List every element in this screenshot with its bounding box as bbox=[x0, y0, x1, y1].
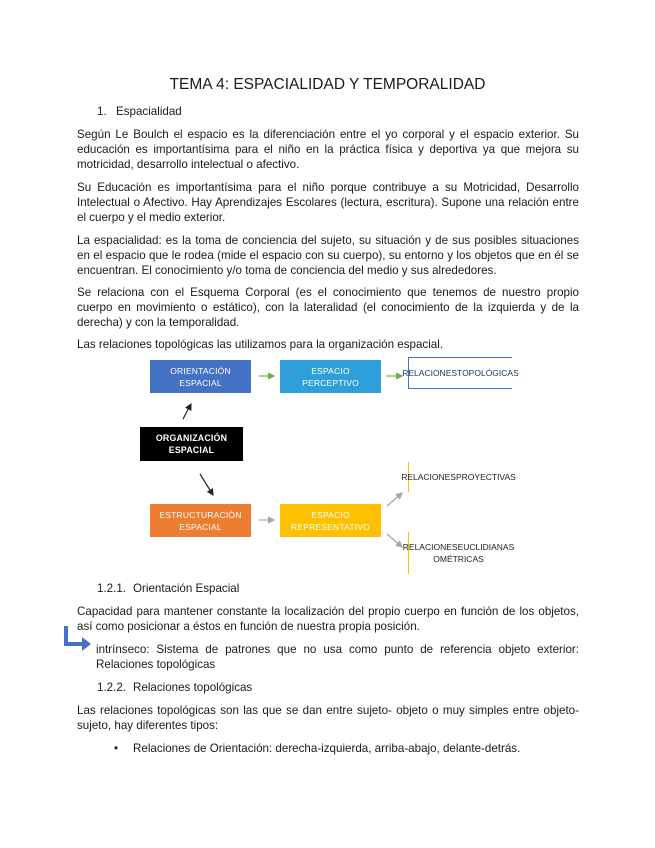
paragraph-orientacion: Capacidad para mantener constante la localización del propio cuerpo en función de los objetos, así como posicionar a éstos en función de nuestra propia posición. bbox=[77, 605, 579, 633]
section-121-number: 1.2.1. bbox=[97, 582, 127, 595]
section-1-number: 1. bbox=[97, 105, 107, 118]
bullet-relaciones-orientacion: Relaciones de Orientación: derecha-izquierda, arriba-abajo, delante-detrás. bbox=[133, 742, 521, 755]
box-espacio-representativo: ESPACIO REPRESENTATIVO bbox=[280, 504, 381, 537]
arrow-representativo-to-euclidianas bbox=[387, 534, 402, 547]
paragraph-topologicas: Las relaciones topológicas son las que se dan entre sujeto- objeto o muy simples entre objeto-sujeto, hay diferentes tipos: bbox=[77, 704, 579, 732]
box-orientacion-espacial: ORIENTACIÓN ESPACIAL bbox=[150, 360, 251, 393]
paragraph-esquema-corporal: Se relaciona con el Esquema Corporal (es el conocimiento que tenemos de nuestro propio cuerpo en movimiento o estático), con la lateralidad (el conocimiento de la izquierda y de la derecha) y con la temporalidad. bbox=[77, 286, 579, 329]
paragraph-relaciones-intro: Las relaciones topológicas las utilizamos para la organización espacial. bbox=[77, 338, 444, 351]
box-relaciones-euclidianas: RELACIONESEUCLIDIANAS OMÉTRICAS bbox=[408, 532, 508, 574]
section-122-number: 1.2.2. bbox=[97, 681, 127, 694]
arrow-representativo-to-proyectivas bbox=[387, 493, 402, 506]
bent-arrow-icon bbox=[62, 626, 98, 654]
box-espacio-perceptivo: ESPACIO PERCEPTIVO bbox=[280, 360, 381, 393]
paragraph-le-boulch: Según Le Boulch el espacio es la diferenciación entre el yo corporal y el espacio exterior. Su educación es importantísima para el niño en la práctica física y deportiva ya que mejora su motricidad, desarrollo intelectual o afectivo. bbox=[77, 128, 579, 171]
box-estructuracion-espacial: ESTRUCTURACIÓN ESPACIAL bbox=[150, 504, 251, 537]
paragraph-educacion: Su Educación es importantísima para el niño porque contribuye a su Motricidad, Desarrollo Intelectual o Afectivo. Hay Aprendizajes Escolares (lectura, escritura). Supone una relación entre el cuerpo y el medio exterior. bbox=[77, 181, 579, 224]
box-relaciones-proyectivas: RELACIONESPROYECTIVAS bbox=[408, 462, 508, 492]
page-title: TEMA 4: ESPACIALIDAD Y TEMPORALIDAD bbox=[169, 76, 486, 93]
section-122-heading: Relaciones topológicas bbox=[133, 681, 253, 694]
arrow-organizacion-to-estructuracion bbox=[200, 474, 213, 495]
paragraph-espacialidad: La espacialidad: es la toma de conciencia del sujeto, su situación y de sus posibles situaciones en el espacio que le rodea (mide el espacio con su cuerpo), su entorno y los objetos que en él se encuentran. El conocimiento y/o toma de conciencia del medio y sus alrededores. bbox=[77, 234, 579, 277]
bullet-icon: • bbox=[114, 742, 119, 755]
section-121-heading: Orientación Espacial bbox=[133, 582, 240, 595]
box-organizacion-espacial: ORGANIZACIÓN ESPACIAL bbox=[140, 427, 243, 461]
arrow-organizacion-to-orientacion bbox=[183, 404, 191, 419]
section-1-heading: Espacialidad bbox=[116, 105, 182, 118]
box-relaciones-topologicas: RELACIONESTOPOLÓGICAS bbox=[408, 357, 512, 389]
paragraph-intrinseco: intrínseco: Sistema de patrones que no usa como punto de referencia objeto exterior: Relaciones topológicas bbox=[96, 643, 579, 671]
